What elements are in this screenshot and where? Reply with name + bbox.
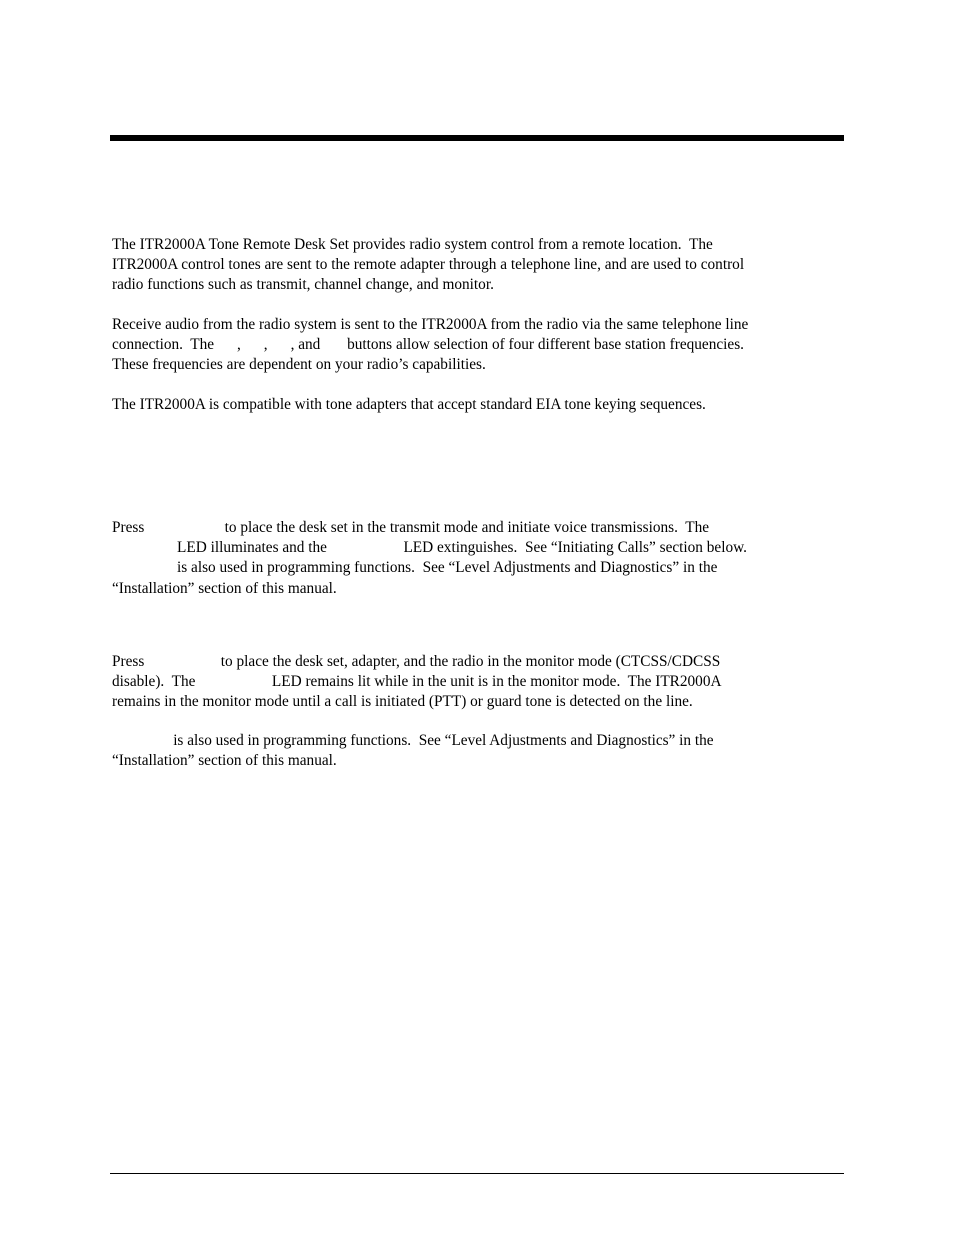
monitor-programming-paragraph xyxy=(112,731,852,771)
text-line: connection. The , , , and buttons allow selection of four different base station frequencies. xyxy=(112,336,744,354)
footer-rule xyxy=(110,1173,844,1174)
header-rule xyxy=(110,135,844,141)
transmit-paragraph xyxy=(112,518,852,599)
text-line: radio functions such as transmit, channel change, and monitor. xyxy=(112,276,494,294)
text-line: The ITR2000A is compatible with tone adapters that accept standard EIA tone keying sequences. xyxy=(112,396,706,413)
text-line: Press to place the desk set, adapter, and the radio in the monitor mode (CTCSS/CDCSS xyxy=(112,653,721,670)
text-line: ITR2000A control tones are sent to the remote adapter through a telephone line, and are used to control xyxy=(112,256,745,274)
text-line: These frequencies are dependent on your radio’s capabilities. xyxy=(112,356,486,374)
text-line: is also used in programming functions. See “Level Adjustments and Diagnostics” in the xyxy=(112,732,714,749)
text-line: disable). The LED remains lit while in the unit is in the monitor mode. The ITR2000A xyxy=(112,673,722,691)
text-line: is also used in programming functions. See “Level Adjustments and Diagnostics” in the xyxy=(112,559,718,577)
text-line: The ITR2000A Tone Remote Desk Set provides radio system control from a remote location. The xyxy=(112,236,713,253)
text-line: Press to place the desk set in the transmit mode and initiate voice transmissions. The xyxy=(112,519,710,536)
intro-paragraph xyxy=(112,235,852,296)
text-line: LED illuminates and the LED extinguishes. See “Initiating Calls” section below. xyxy=(112,539,747,557)
receive-audio-paragraph xyxy=(112,315,852,376)
monitor-paragraph xyxy=(112,652,852,713)
text-line: remains in the monitor mode until a call is initiated (PTT) or guard tone is detected on the line. xyxy=(112,693,693,711)
text-line: Receive audio from the radio system is sent to the ITR2000A from the radio via the same telephone line xyxy=(112,316,749,333)
compatibility-paragraph xyxy=(112,395,852,415)
text-line: “Installation” section of this manual. xyxy=(112,579,337,597)
text-line: “Installation” section of this manual. xyxy=(112,752,337,770)
